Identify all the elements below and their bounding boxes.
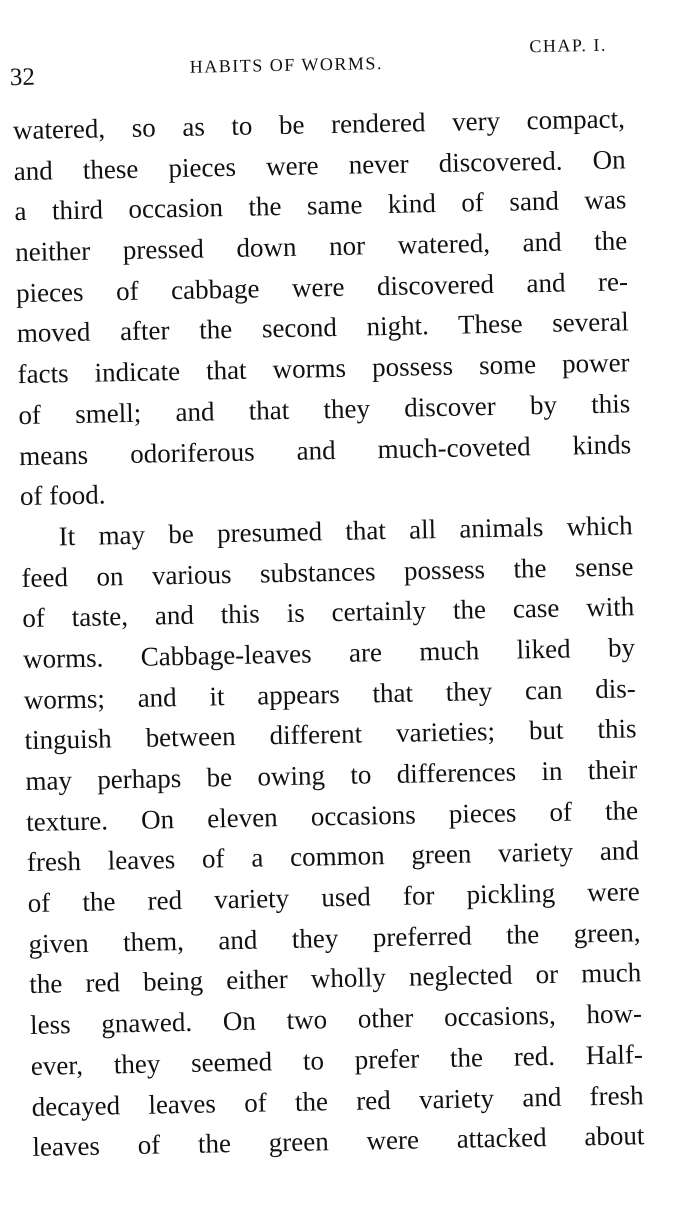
text-line: means odoriferous and much-coveted kinds [18, 428, 632, 471]
page-header [0, 0, 663, 97]
text-line: may perhaps be owing to differences in their [25, 754, 638, 797]
text-line: decayed leaves of the red variety and fresh [31, 1079, 644, 1122]
paragraph [20, 505, 644, 1168]
body-text [13, 98, 645, 1167]
text-line: pieces of cabbage were discovered and re- [15, 266, 629, 308]
chapter-label: CHAP. I. [529, 34, 608, 57]
text-line: of the red variety used for pickling were [27, 876, 640, 919]
text-line: less gnawed. On two other occasions, how- [29, 998, 643, 1041]
text-line: It may be presumed that all animals which [58, 510, 633, 552]
text-line: given them, and they preferred the green, [28, 916, 641, 959]
text-line: of smell; and that they discover by this [18, 388, 631, 430]
text-line: fresh leaves of a common green variety and [26, 835, 640, 878]
text-line: worms; and it appears that they can dis- [23, 672, 637, 715]
text-line: the red being either wholly neglected or much [29, 957, 642, 1000]
paragraph [13, 98, 633, 517]
text-line: worms. Cabbage-leaves are much liked by [22, 632, 636, 674]
text-line: a third occasion the same kind of sand was [14, 184, 627, 227]
text-line: tinguish between different varieties; but this [24, 713, 637, 756]
text-line: watered, so as to be rendered very compact, [12, 103, 626, 146]
text-line: feed on various substances possess the sense [21, 550, 634, 593]
text-line: leaves of the green were attacked about [32, 1120, 645, 1163]
text-line: neither pressed down nor watered, and the [14, 225, 628, 268]
text-line: and these pieces were never discovered. On [13, 144, 626, 186]
text-line: facts indicate that worms possess some power [17, 347, 630, 390]
text-line: moved after the second night. These several [16, 306, 630, 349]
text-line: of food. [19, 479, 106, 512]
text-line: ever, they seemed to prefer the red. Half- [30, 1039, 644, 1081]
page-number: 32 [9, 63, 36, 92]
text-line: texture. On eleven occasions pieces of the [25, 794, 639, 837]
running-title: HABITS OF WORMS. [189, 53, 384, 77]
text-line: of taste, and this is certainly the case with [22, 591, 635, 634]
